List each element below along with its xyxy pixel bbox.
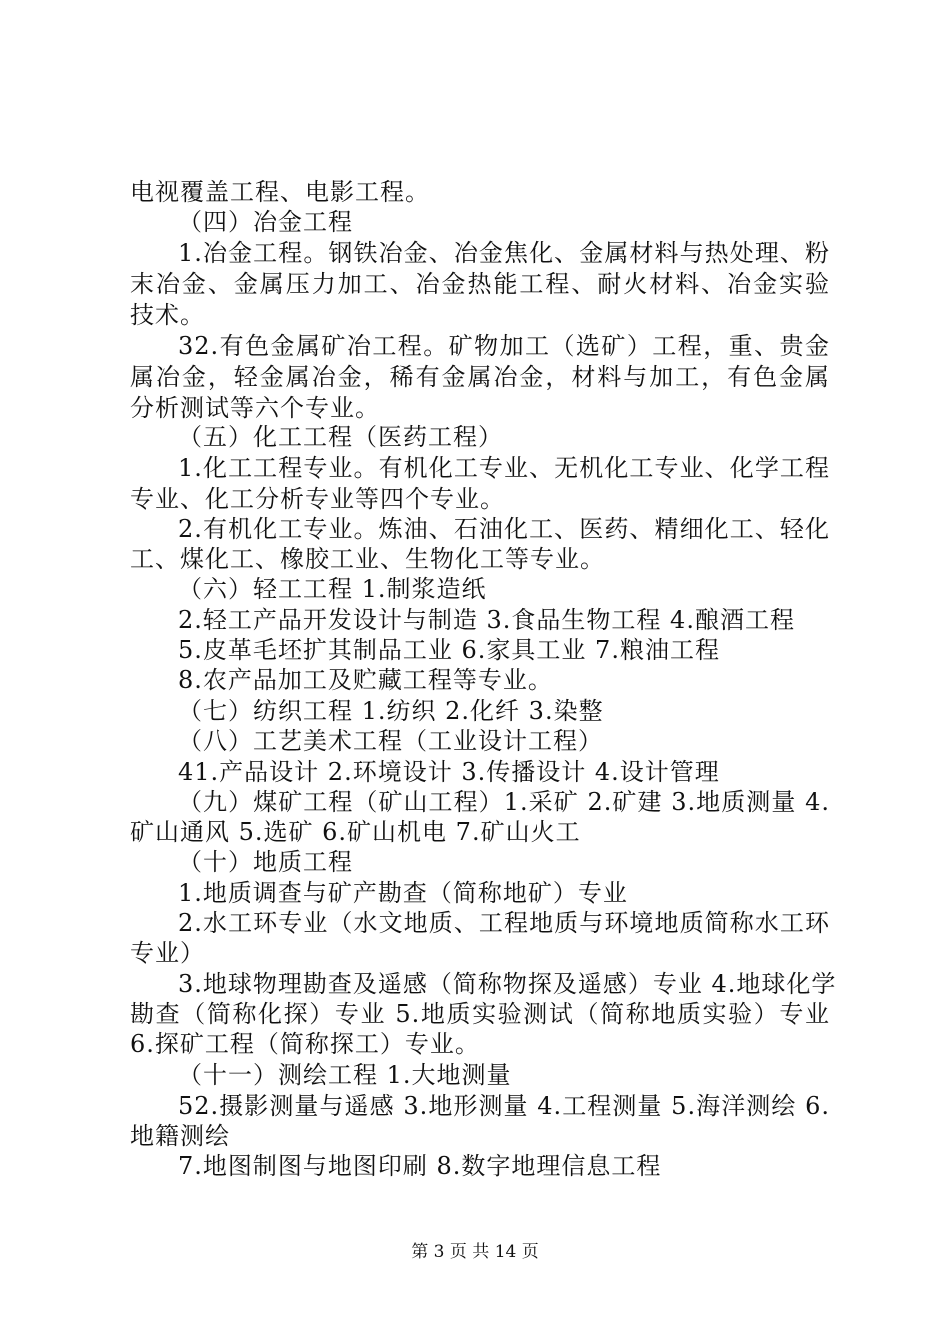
text-line: 专业、化工分析专业等四个专业。 — [130, 485, 505, 513]
text-line: 1.化工工程专业。有机化工专业、无机化工专业、化学工程 — [178, 454, 830, 482]
text-line: 矿山通风 5.选矿 6.矿山机电 7.矿山火工 — [130, 818, 581, 846]
text-line: 1.冶金工程。钢铁冶金、冶金焦化、金属材料与热处理、粉 — [178, 239, 830, 267]
text-line: 52.摄影测量与遥感 3.地形测量 4.工程测量 5.海洋测绘 6. — [178, 1092, 830, 1120]
text-line: 属冶金，轻金属冶金，稀有金属冶金，材料与加工，有色金属 — [130, 363, 830, 391]
text-line: 地籍测绘 — [130, 1122, 230, 1150]
text-line: 专业） — [130, 939, 205, 967]
text-line: 2.水工环专业（水文地质、工程地质与环境地质简称水工环 — [178, 909, 830, 937]
text-line: 电视覆盖工程、电影工程。 — [130, 178, 430, 206]
text-line: 6.探矿工程（简称探工）专业。 — [130, 1030, 480, 1058]
text-line: 1.地质调查与矿产勘查（简称地矿）专业 — [178, 879, 628, 907]
text-line: 技术。 — [130, 301, 205, 329]
text-line: 2.轻工产品开发设计与制造 3.食品生物工程 4.酿酒工程 — [178, 606, 795, 634]
page-number-footer: 第 3 页 共 14 页 — [411, 1242, 539, 1262]
text-line: 7.地图制图与地图印刷 8.数字地理信息工程 — [178, 1152, 662, 1180]
text-line: 工、煤化工、橡胶工业、生物化工等专业。 — [130, 545, 605, 573]
text-line: 勘查（简称化探）专业 5.地质实验测试（简称地质实验）专业 — [130, 1000, 830, 1028]
section-heading: （四）冶金工程 — [178, 208, 353, 236]
text-line: 末冶金、金属压力加工、冶金热能工程、耐火材料、冶金实验 — [130, 270, 830, 298]
text-line: 分析测试等六个专业。 — [130, 394, 380, 422]
text-line: 32.有色金属矿冶工程。矿物加工（选矿）工程，重、贵金 — [178, 332, 830, 360]
section-heading: （十）地质工程 — [178, 848, 353, 876]
text-line: 5.皮革毛坯扩其制品工业 6.家具工业 7.粮油工程 — [178, 636, 720, 664]
section-heading: （九）煤矿工程（矿山工程）1.采矿 2.矿建 3.地质测量 4. — [178, 788, 830, 816]
text-line: 2.有机化工专业。炼油、石油化工、医药、精细化工、轻化 — [178, 515, 830, 543]
text-line: 3.地球物理勘查及遥感（简称物探及遥感）专业 4.地球化学 — [178, 970, 837, 998]
section-heading: （六）轻工工程 1.制浆造纸 — [178, 575, 487, 603]
section-heading: （七）纺织工程 1.纺织 2.化纤 3.染整 — [178, 697, 604, 725]
text-line: 8.农产品加工及贮藏工程等专业。 — [178, 666, 553, 694]
section-heading: （五）化工工程（医药工程） — [178, 423, 503, 451]
section-heading: （八）工艺美术工程（工业设计工程） — [178, 727, 603, 755]
text-line: 41.产品设计 2.环境设计 3.传播设计 4.设计管理 — [178, 758, 720, 786]
section-heading: （十一）测绘工程 1.大地测量 — [178, 1061, 512, 1089]
